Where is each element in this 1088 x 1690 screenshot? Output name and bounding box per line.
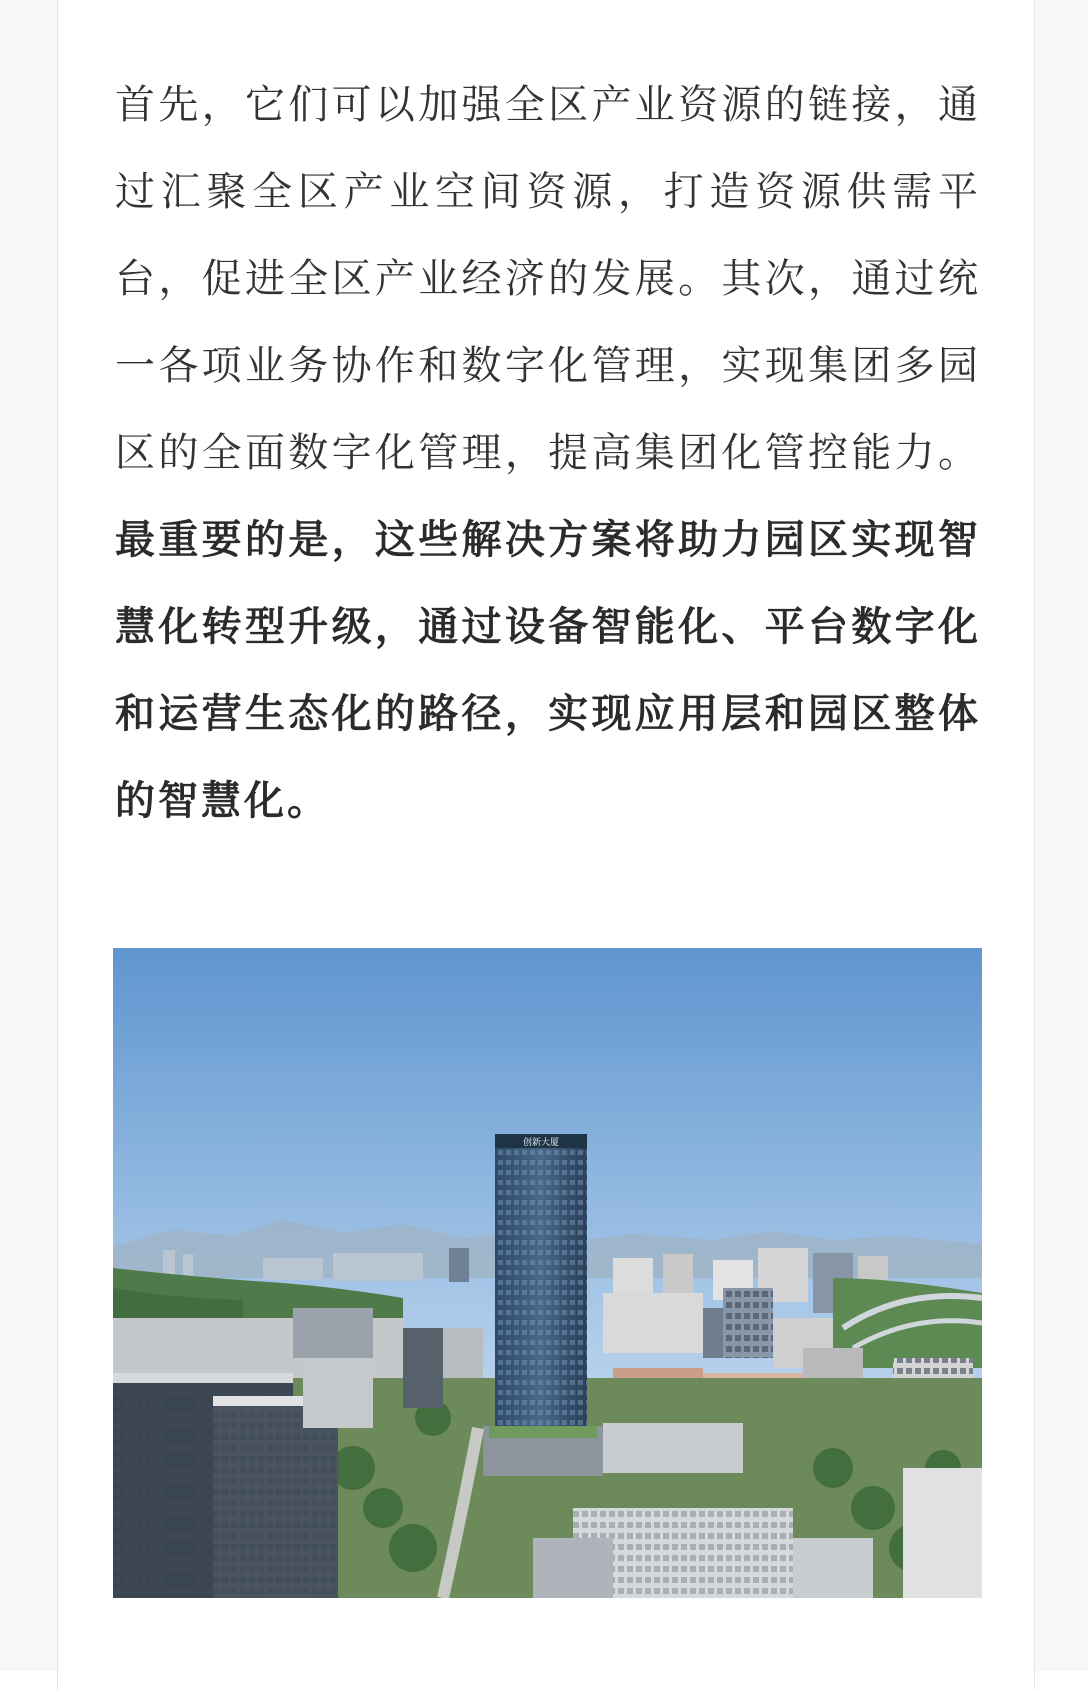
article-body — [115, 62, 981, 845]
article-text-intro: 首先，它们可以加强全区产业资源的链接，通过汇聚全区产业空间资源，打造资源供需平台，促进全区产业经济的发展。其次，通过统一各项业务协作和数字化管理，实现集团多园区的全面数字化管理，提高集团化管控能力。 — [115, 82, 981, 476]
article-text-emphasis: 最重要的是，这些解决方案将助力园区实现智慧化转型升级，通过设备智能化、平台数字化和运营生态化的路径，实现应用层和园区整体的智慧化。 — [115, 517, 981, 824]
tower-sign: 创新大厦 — [522, 1138, 560, 1148]
city-aerial-photo — [113, 948, 982, 1598]
article-image[interactable] — [113, 948, 982, 1598]
central-tower — [483, 1134, 603, 1476]
